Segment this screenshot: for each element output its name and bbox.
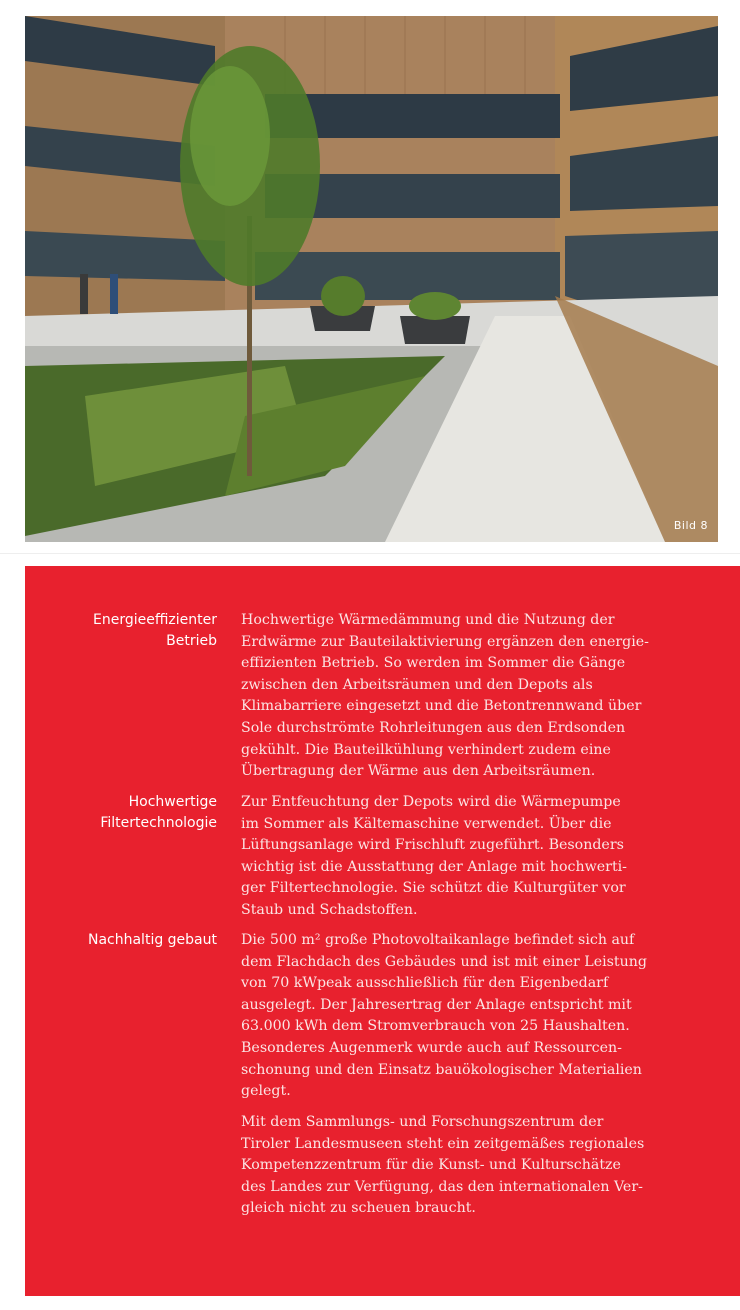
section-title-energy: Energieeffizienter Betrieb xyxy=(93,612,217,649)
courtyard-photo xyxy=(25,16,718,542)
fold-line xyxy=(0,553,740,554)
photo-label: Bild 8 xyxy=(673,519,708,532)
info-panel xyxy=(25,566,740,1296)
section-body-sustainable: Die 500 m² große Photovoltaikanlage befindet sich auf dem Flachdach des Gebäudes und ist mit einer Leistung von 70 kWpeak ausschließlich für den Eigenbedarf ausgelegt. Der Jahresertrag der Anlage entspricht mit 63.000 kWh dem Stromverbrauch von 25 Haushalten. Besonderes Augenmerk wurde auch auf Ressourcen- schonung und den Einsatz bauökologischer Materialien gelegt. xyxy=(241,932,647,1100)
section-body-filter: Zur Entfeuchtung der Depots wird die Wärmepumpe im Sommer als Kältemaschine verwendet. Über die Lüftungsanlage wird Frischluft zugeführt. Besonders wichtig ist die Ausstattung der Anlage mit hochwerti- ger Filtertechnologie. Sie schützt die Kulturgüter vor Staub und Schadstoffen. xyxy=(241,794,627,918)
closing-paragraph: Mit dem Sammlungs- und Forschungszentrum der Tiroler Landesmuseen steht ein zeitgemäßes regionales Kompetenzzentrum für die Kunst- und Kulturschätze des Landes zur Verfügung, das den internationalen Ver- gleich nicht zu scheuen braucht. xyxy=(241,1114,645,1217)
section-title-sustainable: Nachhaltig gebaut xyxy=(87,932,217,948)
section-body-energy: Hochwertige Wärmedämmung und die Nutzung der Erdwärme zur Bauteilaktivierung ergänzen den energie- effizienten Betrieb. So werden im Sommer die Gänge zwischen den Arbeitsräumen und den Depots als Klimabarriere eingesetzt und die Betontrennwand über Sole durchströmte Rohrleitungen aus den Erdsonden gekühlt. Die Bauteilkühlung verhindert zudem eine Übertragung der Wärme aus den Arbeitsräumen. xyxy=(241,612,649,780)
section-title-filter: Hochwertige Filtertechnologie xyxy=(100,794,217,831)
